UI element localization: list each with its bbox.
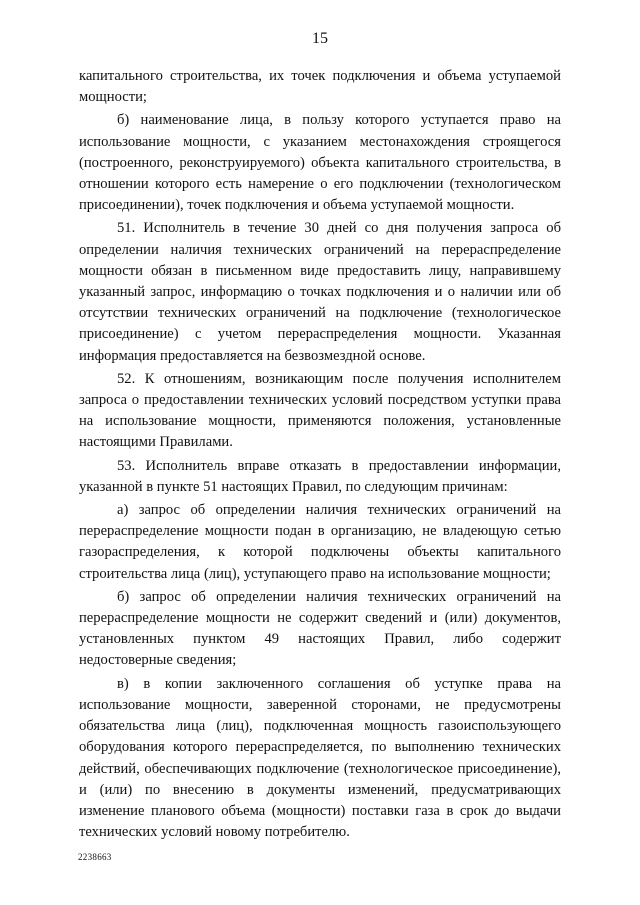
paragraph-item-b: б) наименование лица, в пользу которого уступается право на использование мощности, с указанием местонахождения строящегося (построенного, реконструируемого) объекта капитального строительства, в отношении которого есть намерение о его подключении (технологическом присоединении), точек подключения и объема уступаемой мощности. [79, 112, 561, 214]
document-body [79, 66, 561, 845]
paragraph-51: 51. Исполнитель в течение 30 дней со дня получения запроса об определении наличия технических ограничений на перераспределение мощности обязан в письменном виде предоставить лицу, направившему указанный запрос, информацию о точках подключения и о наличии или об отсутствии технических ограничений на подключение (технологическое присоединение) с учетом перераспределения мощности. Указанная информация предоставляется на безвозмездной основе. [79, 220, 561, 364]
document-code: 2238663 [78, 852, 112, 862]
paragraph-continuation: капитального строительства, их точек подключения и объема уступаемой мощности; [79, 68, 561, 106]
paragraph-53-b: б) запрос об определении наличия технических ограничений на перераспределение мощности не содержит сведений и (или) документов, установленных пунктом 49 настоящих Правил, либо содержит недостоверные сведения; [79, 588, 561, 669]
paragraph-53: 53. Исполнитель вправе отказать в предоставлении информации, указанной в пункте 51 настоящих Правил, по следующим причинам: [79, 457, 561, 495]
page-number: 15 [312, 30, 328, 47]
paragraph-53-a: а) запрос об определении наличия технических ограничений на перераспределение мощности подан в организацию, не владеющую сетью газораспределения, к которой подключены объекты капитального строительства лица (лиц), уступающего право на использование мощности; [79, 502, 561, 582]
paragraph-52: 52. К отношениям, возникающим после получения исполнителем запроса о предоставлении технических условий посредством уступки права на использование мощности, применяются положения, установленные настоящими Правилами. [79, 370, 561, 451]
paragraph-53-c: в) в копии заключенного соглашения об уступке права на использование мощности, заверенной сторонами, не предусмотрены обязательства лица (лиц), подключенная мощность газоиспользующего оборудования которого перераспределяется, по выполнению технических действий, обеспечивающих подключение (технологическое присоединение), и (или) по внесению в документы изменений, предусматривающих изменение планового объема (мощности) поставки газа в срок до выдачи технических условий новому потребителю. [79, 675, 561, 841]
